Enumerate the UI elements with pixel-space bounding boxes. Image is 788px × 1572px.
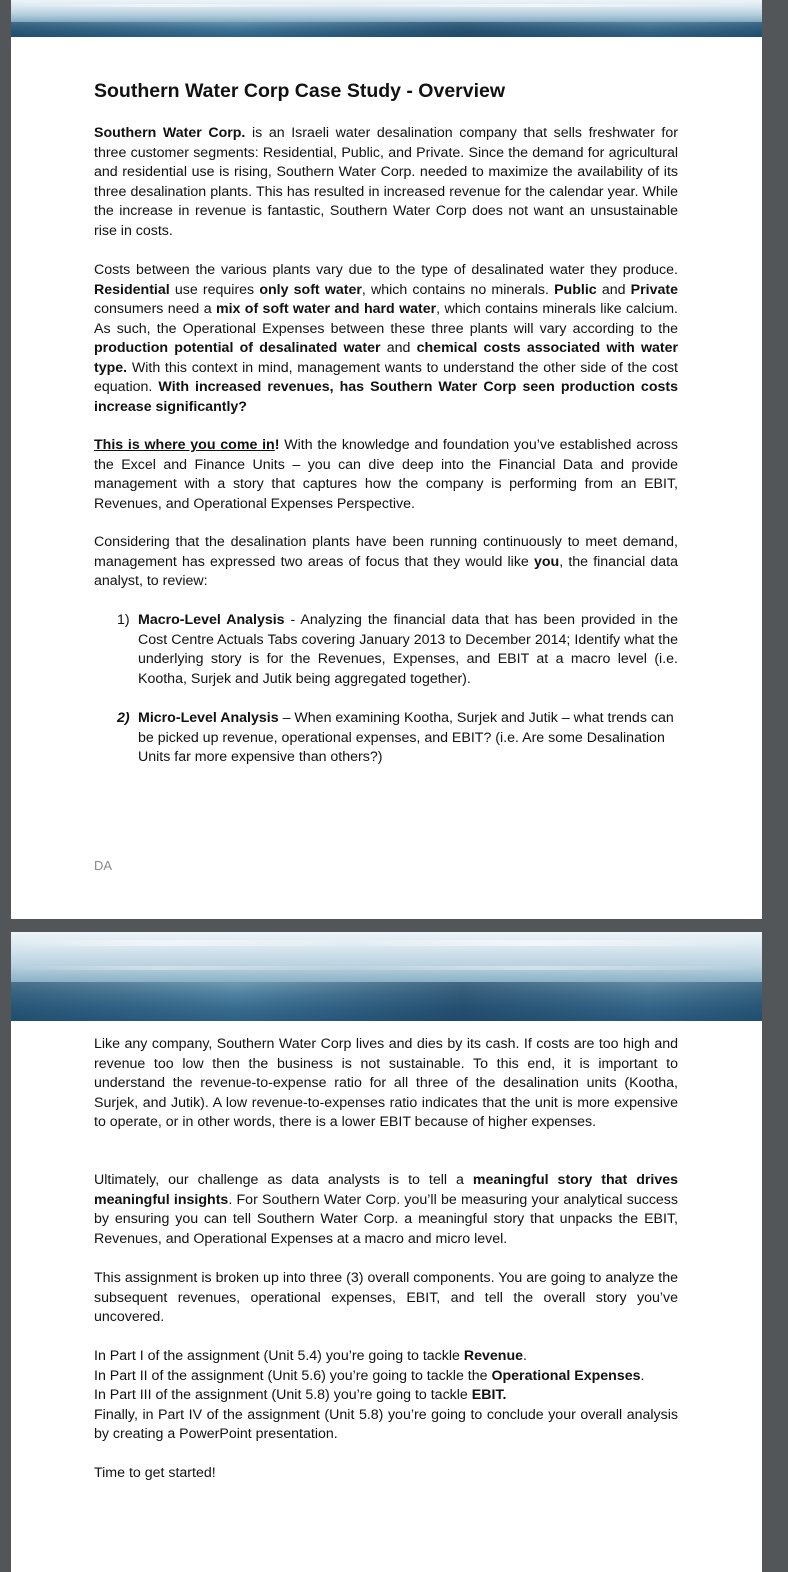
page-title: Southern Water Corp Case Study - Overview [94,80,506,102]
bold-text: Operational Expenses [491,1367,641,1384]
exclamation: ! [274,437,280,453]
bold-text: production potential of desalinated water [94,340,381,356]
intro-text: is an Israeli water desalination company that sells freshwater for three customer segments: Residential, Public, and Private. Since the demand for agricultural and residential use is rising, Southern Water Corp. needed to maximize the availability of its three desalination plants. This has resulted in increased revenue for the calendar year. While the increase in revenue is fantastic, Southern Water Corp does not want an unsustainable rise in costs. [94,125,678,239]
call-to-action-paragraph [94,436,678,514]
list-item [94,611,678,689]
bold-text: chemical costs associated with water type. [94,340,679,376]
bold-text: Residential [94,281,170,298]
text: Time to get started! [94,1465,216,1481]
focus-list [94,611,678,768]
text: Finally, in Part IV of the assignment (Unit 5.8) you’re going to conclude your overall analysis by creating a PowerPoint presentation. [94,1406,678,1442]
underlined-heading: This is where you come in [94,437,275,453]
text: Ultimately, our challenge as data analysts is to tell a [94,1172,473,1188]
text: consumers need a [94,301,216,317]
text: In Part III of the assignment (Unit 5.8) you’re going to tackle [94,1387,472,1403]
bold-text: only soft water [259,281,362,298]
text: Like any company, Southern Water Corp lives and dies by its cash. If costs are too high and revenue too low then the business is not sustainable. To this end, it is important to understand the revenue-to-expense ratio for all three of the desalination units (Kootha, Surjek, and Jutik). A low revenue-to-expenses ratio indicates that the unit is more expensive to operate, or in other words, there is a lower EBIT because of higher expenses. [94,1036,678,1130]
list-heading: Micro-Level Analysis [138,710,279,726]
text: , which contains minerals like calcium. As such, the Operational Expenses between these three plants will vary according to the [94,301,678,337]
water-header-banner [11,0,762,37]
costs-paragraph [94,261,678,417]
list-number: 2) [117,710,130,726]
text: Considering that the desalination plants have been running continuously to meet demand, management has expressed two areas of focus that they would like [94,534,678,570]
text: , the financial data analyst, to review: [94,553,679,589]
focus-paragraph [94,533,678,592]
list-text: - Analyzing the financial data that has been provided in the Cost Centre Actuals Tabs covering January 2013 to December 2014; Identify what the underlying story is for the Revenues, Expenses, and EBIT at a macro level (i.e. Kootha, Surjek and Jutik being aggregated together). [138,612,678,687]
intro-paragraph [94,124,678,241]
document-page-1 [11,0,762,919]
document-page-2 [11,932,762,1572]
water-header-banner [11,932,762,1021]
bold-text: mix of soft water and hard water [215,301,437,317]
list-text: – When examining Kootha, Surjek and Jutik – what trends can be picked up revenue, operational expenses, and EBIT? (i.e. Are some Desalination Units far more expensive than others?) [138,710,674,765]
wave-highlight [11,940,762,946]
water-surface [11,22,762,37]
company-name: Southern Water Corp. [94,125,246,141]
text: This assignment is broken up into three (3) overall components. You are going to analyze the subsequent revenues, operational expenses, EBIT, and tell the overall story you’ve uncovered. [94,1270,678,1325]
cash-paragraph [94,1035,678,1133]
bold-text: EBIT. [471,1387,507,1403]
text: . [523,1348,527,1364]
text: use requires [169,281,260,298]
bold-text: Private [630,281,678,298]
bold-text: meaningful story that drives meaningful insights [94,1172,678,1208]
text: In Part II of the assignment (Unit 5.6) you’re going to tackle the [94,1367,492,1384]
components-paragraph [94,1269,678,1328]
wave-highlight [11,966,762,970]
insights-paragraph [94,1171,678,1249]
text: With this context in mind, management wants to understand the other side of the cost equation. [94,359,678,395]
bold-text: Revenue [463,1348,523,1364]
list-heading: Macro-Level Analysis [138,612,285,628]
text: and [380,340,417,356]
water-surface [11,982,762,1021]
footer-initials: DA [94,858,113,873]
list-number: 1) [117,612,130,628]
bold-text: you [533,553,560,570]
key-question: With increased revenues, has Southern Water Corp seen production costs increase significantly? [94,379,678,415]
text: . [640,1367,645,1384]
bold-text: Public [554,281,597,298]
text: and [596,281,631,298]
text: , which contains no minerals. [361,281,555,298]
text: With the knowledge and foundation you’ve established across the Excel and Finance Units – you can dive deep into the Financial Data and provide management with a story that captures how the company is performing from an EBIT, Revenues, and Operational Expenses Perspective. [94,437,678,512]
parts-paragraph [94,1347,678,1445]
text: . For Southern Water Corp. you’ll be measuring your analytical success by ensuring you can tell Southern Water Corp. a meaningful story that unpacks the EBIT, Revenues, and Operational Expenses at a macro and micro level. [94,1191,678,1247]
text: Costs between the various plants vary due to the type of desalinated water they produce. [94,262,678,278]
text: In Part I of the assignment (Unit 5.4) you’re going to tackle [94,1348,464,1364]
list-item [94,709,678,768]
wave-highlight [11,4,762,7]
closing-line [94,1464,678,1484]
